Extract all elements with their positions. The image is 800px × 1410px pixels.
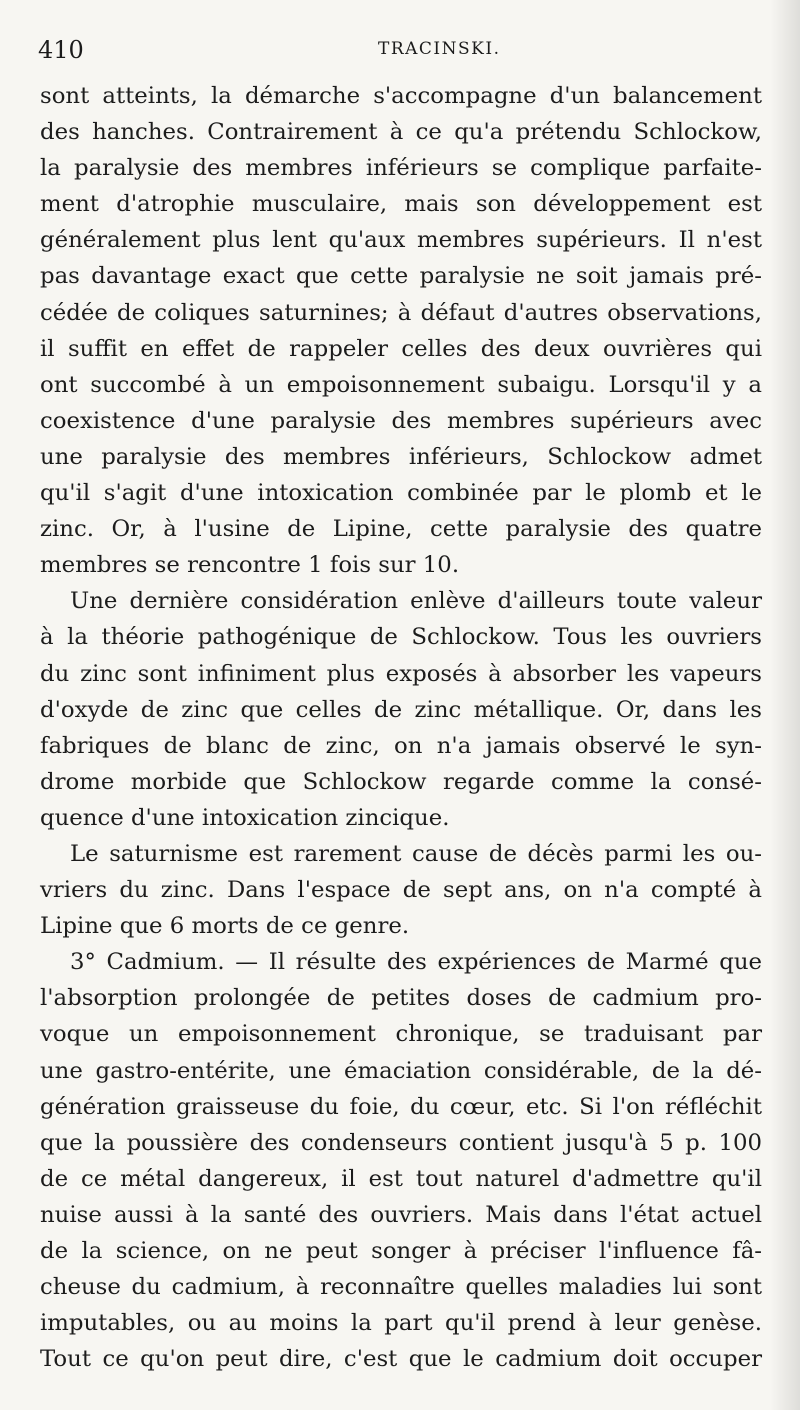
page-number: 410 — [38, 36, 84, 64]
text-line: Tout ce qu'on peut dire, c'est que le cadmium doit occuper — [40, 1346, 762, 1373]
text-line: une gastro-entérite, une émaciation considérable, de la dé- — [40, 1057, 762, 1084]
text-line: la paralysie des membres inférieurs se complique parfaite- — [40, 155, 762, 182]
paragraph — [40, 944, 762, 1377]
text-line: sont atteints, la démarche s'accompagne d'un balancement — [40, 83, 762, 109]
text-line: Lipine que 6 morts de ce genre. — [40, 913, 410, 940]
text-line: génération graisseuse du foie, du cœur, etc. Si l'on réfléchit — [40, 1093, 762, 1120]
paragraph — [40, 78, 762, 583]
text-line: drome morbide que Schlockow regarde comme la consé- — [40, 768, 762, 795]
text-line: quence d'une intoxication zincique. — [40, 804, 450, 831]
text-line: coexistence d'une paralysie des membres supérieurs avec — [40, 407, 762, 434]
text-line: Le saturnisme est rarement cause de décès parmi les ou- — [70, 840, 762, 867]
text-line: il suffit en effet de rappeler celles des deux ouvrières qui — [40, 335, 762, 362]
text-line: d'oxyde de zinc que celles de zinc métallique. Or, dans les — [40, 696, 762, 723]
paragraph — [40, 836, 762, 944]
text-line: pas davantage exact que cette paralysie ne soit jamais pré- — [40, 263, 762, 290]
text-line: voque un empoisonnement chronique, se traduisant par — [40, 1021, 762, 1048]
text-line: zinc. Or, à l'usine de Lipine, cette paralysie des quatre — [40, 516, 762, 543]
text-line: une paralysie des membres inférieurs, Schlockow admet — [40, 443, 762, 470]
text-line: imputables, ou au moins la part qu'il prend à leur genèse. — [40, 1310, 762, 1337]
text-line: du zinc sont infiniment plus exposés à absorber les vapeurs — [40, 660, 762, 687]
text-line: de ce métal dangereux, il est tout naturel d'admettre qu'il — [40, 1165, 762, 1192]
page-header — [38, 36, 758, 66]
text-line: membres se rencontre 1 fois sur 10. — [40, 552, 460, 579]
paragraph — [40, 583, 762, 836]
running-head: TRACINSKI. — [378, 39, 501, 59]
text-line: généralement plus lent qu'aux membres supérieurs. Il n'est — [40, 227, 762, 254]
text-line: que la poussière des condenseurs contient jusqu'à 5 p. 100 — [40, 1129, 762, 1156]
text-line: des hanches. Contrairement à ce qu'a prétendu Schlockow, — [40, 119, 762, 146]
text-line: cédée de coliques saturnines; à défaut d'autres observations, — [40, 299, 762, 326]
text-line: vriers du zinc. Dans l'espace de sept ans, on n'a compté à — [40, 877, 762, 904]
text-line: ont succombé à un empoisonnement subaigu. Lorsqu'il y a — [40, 371, 762, 398]
text-line: l'absorption prolongée de petites doses de cadmium pro- — [40, 985, 762, 1012]
text-line: qu'il s'agit d'une intoxication combinée par le plomb et le — [40, 480, 762, 507]
text-line: nuise aussi à la santé des ouvriers. Mais dans l'état actuel — [40, 1201, 762, 1228]
text-line: Une dernière considération enlève d'ailleurs toute valeur — [70, 588, 762, 615]
text-line: cheuse du cadmium, à reconnaître quelles maladies lui sont — [40, 1274, 762, 1301]
page-edge-shadow — [770, 0, 800, 1410]
body-text — [40, 78, 762, 1377]
text-line: fabriques de blanc de zinc, on n'a jamais observé le syn- — [40, 732, 762, 759]
text-line: de la science, on ne peut songer à préciser l'influence fâ- — [40, 1238, 762, 1264]
text-line: à la théorie pathogénique de Schlockow. Tous les ouvriers — [40, 624, 762, 651]
text-line: 3° Cadmium. — Il résulte des expériences de Marmé que — [70, 949, 762, 976]
text-line: ment d'atrophie musculaire, mais son développement est — [40, 191, 762, 218]
